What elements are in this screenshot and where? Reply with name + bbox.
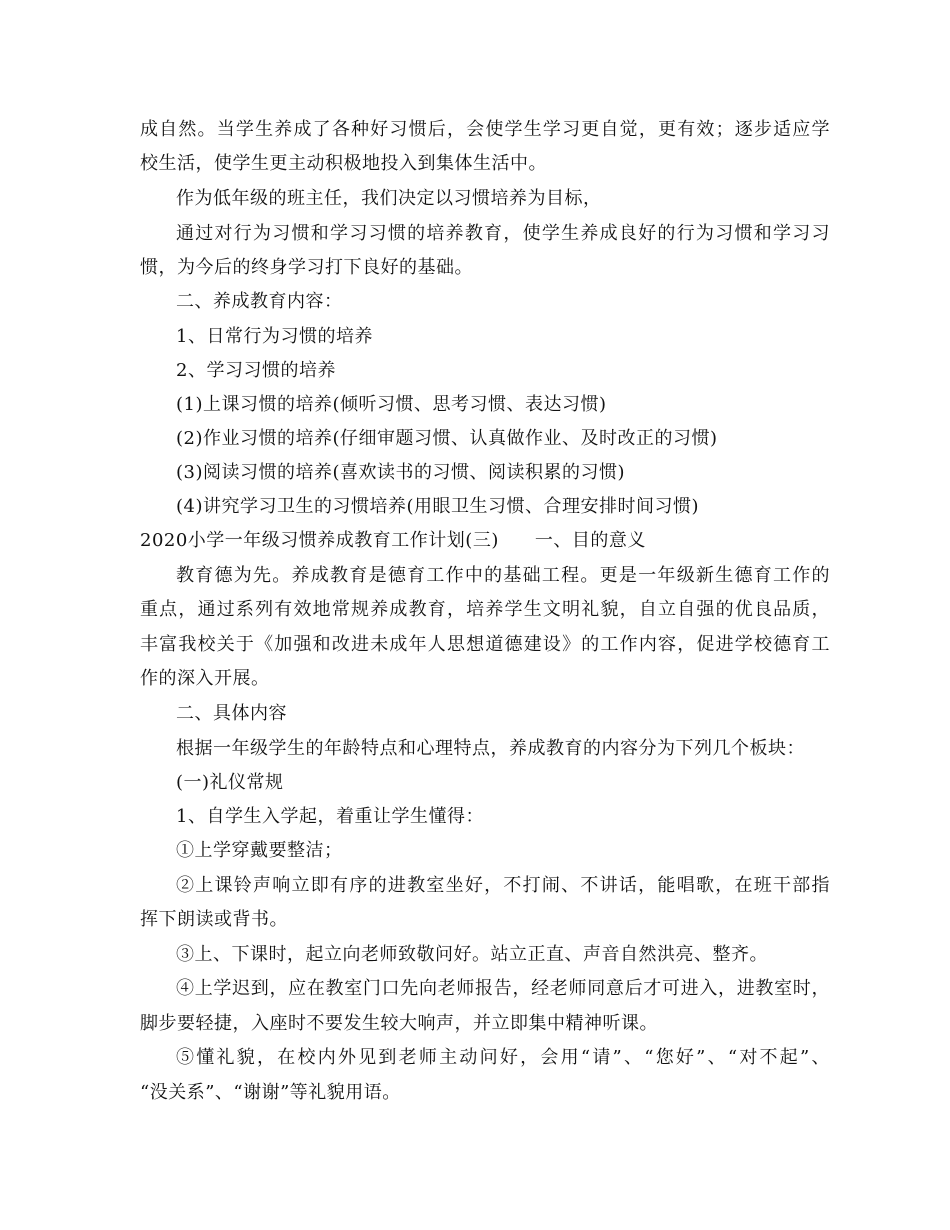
list-item: ④上学迟到，应在教室门口先向老师报告，经老师同意后才可进入，进教室时，: [176, 978, 830, 999]
paragraph-line: 脚步要轻捷，入座时不要发生较大响声，并立即集中精神听课。: [140, 1013, 658, 1034]
paragraph-line: “没关系”、“谢谢”等礼貌用语。: [140, 1082, 401, 1103]
list-item: ①上学穿戴要整洁；: [176, 840, 343, 861]
paragraph-line: 作的深入开展。: [140, 668, 270, 689]
paragraph-line: 教育德为先。养成教育是德育工作中的基础工程。更是一年级新生德育工作的: [176, 565, 830, 586]
list-item: ⑤懂礼貌，在校内外见到老师主动问好，会用“请”、“您好”、“对不起”、: [176, 1047, 830, 1068]
sub-list-item: (2)作业习惯的培养(仔细审题习惯、认真做作业、及时改正的习惯): [176, 428, 718, 449]
paragraph-line: 成自然。当学生养成了各种好习惯后，会使学生学习更自觉，更有效；逐步适应学: [140, 119, 830, 140]
sub-list-item: (1)上课习惯的培养(倾听习惯、思考习惯、表达习惯): [176, 394, 607, 415]
list-item: 2、学习习惯的培养: [176, 360, 336, 381]
sub-list-item: (3)阅读习惯的培养(喜欢读书的习惯、阅读积累的习惯): [176, 462, 626, 483]
paragraph-line: 丰富我校关于《加强和改进未成年人思想道德建设》的工作内容，促进学校德育工: [140, 634, 830, 655]
list-item: ②上课铃声响立即有序的进教室坐好，不打闹、不讲话，能唱歌，在班干部指: [176, 875, 830, 896]
section-heading: 二、具体内容: [176, 703, 287, 724]
list-item: 1、日常行为习惯的培养: [176, 326, 373, 347]
paragraph-line: 挥下朗读或背书。: [140, 909, 288, 930]
paragraph-line: 校生活，使学生更主动积极地投入到集体生活中。: [140, 153, 547, 174]
paragraph-line: 惯，为今后的终身学习打下良好的基础。: [140, 257, 473, 278]
section-heading: 一、目的意义: [534, 530, 646, 551]
paragraph-line: 重点，通过系列有效地常规养成教育，培养学生文明礼貌，自立自强的优良品质，: [140, 599, 830, 620]
list-item: ③上、下课时，起立向老师致敬问好。站立正直、声音自然洪亮、整齐。: [176, 944, 768, 965]
section-heading: 二、养成教育内容：: [176, 291, 343, 312]
document-title-line: [140, 529, 830, 553]
paragraph-line: 通过对行为习惯和学习习惯的培养教育，使学生养成良好的行为习惯和学习习: [176, 223, 830, 244]
paragraph-line: 作为低年级的班主任，我们决定以习惯培养为目标，: [176, 188, 602, 209]
paragraph-line: 1、自学生入学起，着重让学生懂得：: [176, 806, 484, 827]
paragraph-line: 根据一年级学生的年龄特点和心理特点，养成教育的内容分为下列几个板块：: [176, 738, 805, 759]
document-title: 2020小学一年级习惯养成教育工作计划(三): [140, 530, 499, 551]
sub-list-item: (4)讲究学习卫生的习惯培养(用眼卫生习惯、合理安排时间习惯): [176, 496, 700, 517]
section-heading: (一)礼仪常规: [176, 772, 284, 793]
